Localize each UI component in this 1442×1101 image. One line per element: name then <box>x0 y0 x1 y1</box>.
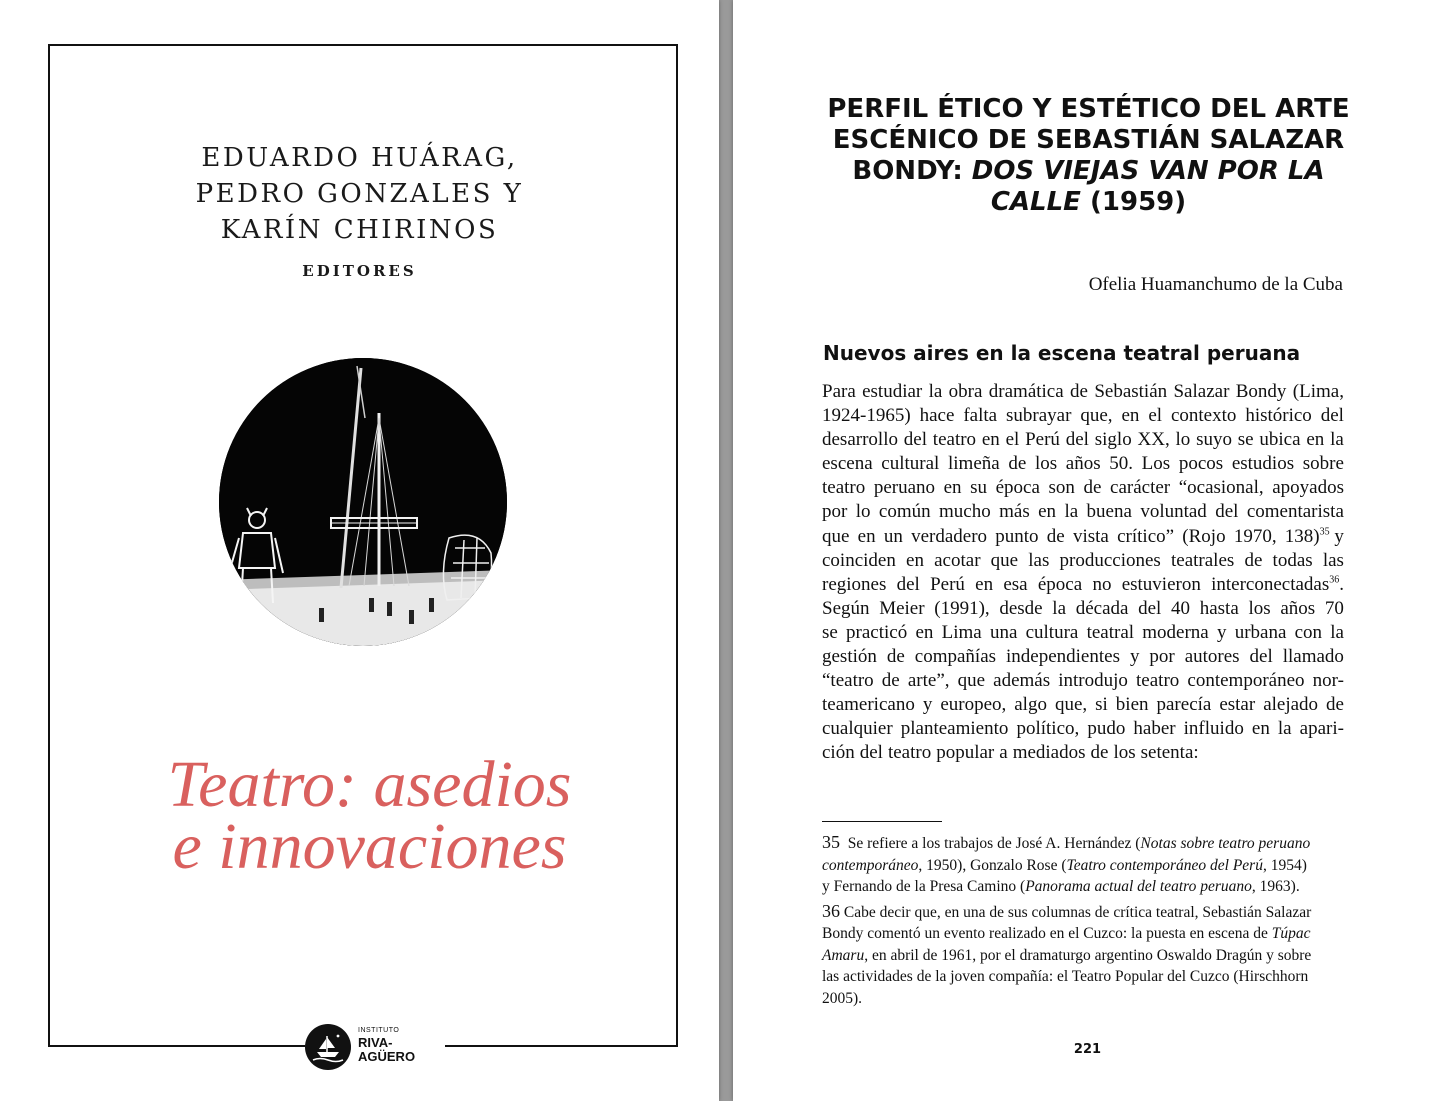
body-line: que en un verdadero punto de vista crítico” (Rojo 1970, 138)$^{35}$ y <box>822 525 1344 547</box>
footnote-line <box>822 855 1344 877</box>
body-line: teatro peruano en su época son de carácter “ocasional, apoyados <box>822 477 1344 499</box>
cover-role: EDITORES <box>302 262 417 280</box>
footnote-line <box>822 832 1344 855</box>
footnote-text: y Fernando de la Presa Camino ( <box>822 878 1026 895</box>
footnote-line <box>822 988 1344 1010</box>
body-line: ción del teatro popular a mediados de los setenta: <box>822 742 1199 764</box>
body-line: Según Meier (1991), desde la década del 40 hasta los años 70 <box>822 597 1344 619</box>
cover-page <box>0 0 719 1101</box>
footnote-text: , 1963). <box>1251 878 1300 895</box>
logo-line: RIVA- <box>358 1035 393 1050</box>
editor-line: PEDRO GONZALES Y <box>195 179 524 209</box>
cover-editors <box>0 140 719 248</box>
article-author: Ofelia Huamanchumo de la Cuba <box>1088 274 1343 295</box>
editor-line: KARÍN CHIRINOS <box>220 215 499 245</box>
article-title <box>819 94 1358 218</box>
footnote-text: Cabe decir que, en una de sus columnas de crítica teatral, Sebastián Salazar <box>843 903 1312 921</box>
footnote-italic: Teatro contemporáneo del Perú <box>1066 856 1263 874</box>
article-title-line: PERFIL ÉTICO Y ESTÉTICO DEL ARTE <box>827 94 1350 124</box>
body-line: regiones del Perú en esa época no estuvieron interconectadas$^{36}$. <box>822 573 1344 595</box>
ship-icon <box>305 1024 351 1070</box>
footnote-text: Se refiere a los trabajos de José A. Hernández ( <box>847 835 1141 852</box>
footnote-text: las actividades de la joven compañía: el Teatro Popular del Cuzco (Hirschhorn <box>822 968 1309 985</box>
footnote-text: , en abril de 1961, por el dramaturgo argentino Oswaldo Dragún y sobre <box>864 946 1312 964</box>
footnote-line <box>822 876 1344 898</box>
cover-title-line: e innovaciones <box>172 810 567 883</box>
footnote-number: 35 <box>822 832 840 852</box>
footnote-italic: Túpac <box>1271 925 1311 942</box>
body-line: se practicó en Lima una cultura teatral moderna y urbana con la <box>822 621 1344 643</box>
article-title-line <box>819 156 1358 187</box>
body-line: gestión de compañías independientes y por autores del llamado <box>822 646 1344 668</box>
page-number: 221 <box>1073 1042 1102 1057</box>
footnote-rule <box>822 821 942 822</box>
title-year: (1959) <box>1080 187 1187 217</box>
cover-photo <box>219 358 507 646</box>
footnote-italic: contemporáneo <box>822 856 919 874</box>
play-title-italic: DOS VIEJAS VAN POR LA <box>971 156 1325 186</box>
body-line: 1924-1965) hace falta subrayar que, en el contexto histórico del <box>822 405 1344 427</box>
footnote-italic: Amaru <box>822 946 865 964</box>
article-title-line <box>819 187 1358 218</box>
footnote-italic: Notas sobre teatro peruano <box>1140 835 1311 852</box>
play-title-italic: CALLE <box>990 187 1081 217</box>
body-line: escena cultural limeña de los años 50. Los pocos estudios sobre <box>822 453 1344 475</box>
title-text: BONDY: <box>852 156 972 186</box>
footnote-ref[interactable]: 35 <box>1319 526 1330 538</box>
footnote-line <box>822 966 1344 988</box>
body-line: “teatro de arte”, que además introdujo teatro contemporáneo nor- <box>822 670 1344 692</box>
body-line: coinciden en acotar que las producciones teatrales de todas las <box>822 549 1344 571</box>
publisher-logo <box>305 1024 445 1074</box>
body-line: cualquier planteamiento político, pudo haber influido en la apari- <box>822 718 1344 740</box>
logo-line: AGÜERO <box>358 1049 416 1064</box>
section-heading: Nuevos aires en la escena teatral peruana <box>823 341 1301 365</box>
footnote-text: Bondy comentó un evento realizado en el Cuzco: la puesta en escena de <box>822 925 1272 942</box>
body-line: desarrollo del teatro en el Perú del siglo XX, lo suyo se ubica en la <box>822 429 1344 451</box>
footnote-line <box>822 923 1344 945</box>
body-line: teamericano y europeo, algo que, si bien parecía estar alejado de <box>822 694 1344 716</box>
body-text <box>822 380 1344 766</box>
footnote-line <box>822 945 1344 967</box>
article-title-line: ESCÉNICO DE SEBASTIÁN SALAZAR <box>832 125 1345 155</box>
article-page <box>733 0 1442 1101</box>
footnote-text: , 1954) <box>1262 856 1307 874</box>
footnote-line <box>822 901 1344 924</box>
footnote-text: 2005). <box>822 989 863 1007</box>
footnote-number: 36 <box>822 900 840 921</box>
body-line: Para estudiar la obra dramática de Sebastián Salazar Bondy (Lima, <box>822 381 1344 402</box>
cover-title-line: Teatro: asedios <box>167 748 572 821</box>
footnotes <box>822 832 1344 1009</box>
footnote-ref[interactable]: 36 <box>1329 574 1340 586</box>
logo-small-text: INSTITUTO <box>358 1027 400 1034</box>
footnote-italic: Panorama actual del teatro peruano <box>1025 878 1252 895</box>
footnote-text: , 1950), Gonzalo Rose ( <box>918 856 1067 874</box>
cover-title <box>60 748 679 883</box>
body-line: por lo común mucho más en la buena voluntad del comentarista <box>822 501 1344 523</box>
editor-line: EDUARDO HUÁRAG, <box>201 143 518 173</box>
